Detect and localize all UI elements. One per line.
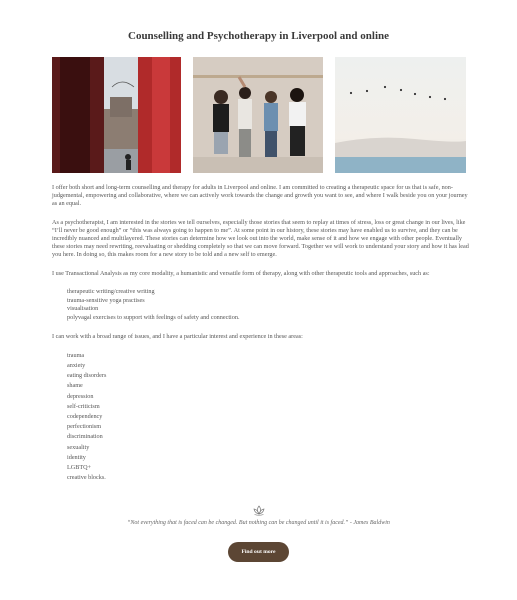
list-item: trauma-sensitive yoga practises	[67, 296, 145, 304]
photo-sky-with-birds	[335, 57, 466, 173]
list-item: perfectionism	[67, 423, 102, 431]
list-item: shame	[67, 382, 83, 390]
stories-paragraph: As a psychotherapist, I am interested in the stories we tell ourselves, especially those stories that seem to replay at times of stress, loss or great change in our lives, like “I’ll never be good enough” or “this was always going to happen to me”. At some point in our history, these stories may have enabled us to survive, and they can be incredibly nuanced and multilayered. These stories can determine how we look out into the world, make sense of it and how we engage with other people. Eventually these stories may need rewriting, reevaluating or shedding completely so that we can move forward. Together we will work to understand your story and how it has lead you here. In doing so, this makes room for a new story to be told and a new self to emerge.	[52, 218, 469, 259]
list-item: codependency	[67, 413, 103, 421]
quote: “Not everything that is faced can be changed. But nothing can be changed until it is faced.” - James Baldwin	[127, 520, 390, 526]
list-item: polyvagal exercises to support with feelings of safety and connection.	[67, 313, 240, 321]
list-item: therapeutic writing/creative writing	[67, 287, 155, 295]
body-content	[52, 184, 470, 493]
list-item: sexuality	[67, 443, 90, 451]
modality-paragraph: I use Transactional Analysis as my core modality, a humanistic and versatile form of therapy, along with other therapeutic tools and approaches, such as:	[52, 269, 430, 277]
photo-gallery	[52, 57, 466, 173]
lotus-icon	[252, 503, 266, 514]
list-item: LGBTQ+	[67, 464, 92, 472]
issues-list	[52, 351, 470, 484]
list-item: trauma	[67, 351, 85, 359]
photo-liverpool-waterfront	[52, 57, 181, 173]
approaches-list	[52, 288, 470, 323]
list-item: creative blocks.	[67, 474, 106, 482]
list-item: eating disorders	[67, 372, 107, 380]
intro-paragraph: I offer both short and long-term counselling and therapy for adults in Liverpool and online. I am committed to creating a therapeutic space for us that is safe, non-judgemental, empowering and collaborative, where we can actively work towards the change and growth you want to see, and where I walk beside you on your journey as an equal.	[52, 184, 468, 208]
list-item: identity	[67, 453, 86, 461]
list-item: discrimination	[67, 433, 103, 441]
find-out-more-button[interactable]: Find out more	[228, 542, 289, 562]
photo-group-of-women	[193, 57, 323, 173]
list-item: depression	[67, 392, 94, 400]
issues-paragraph: I can work with a broad range of issues, and I have a particular interest and experience in these areas:	[52, 332, 303, 340]
page-title: Counselling and Psychotherapy in Liverpool and online	[128, 30, 389, 42]
list-item: visualisation	[67, 305, 99, 313]
list-item: self-criticism	[67, 402, 100, 410]
list-item: anxiety	[67, 362, 86, 370]
